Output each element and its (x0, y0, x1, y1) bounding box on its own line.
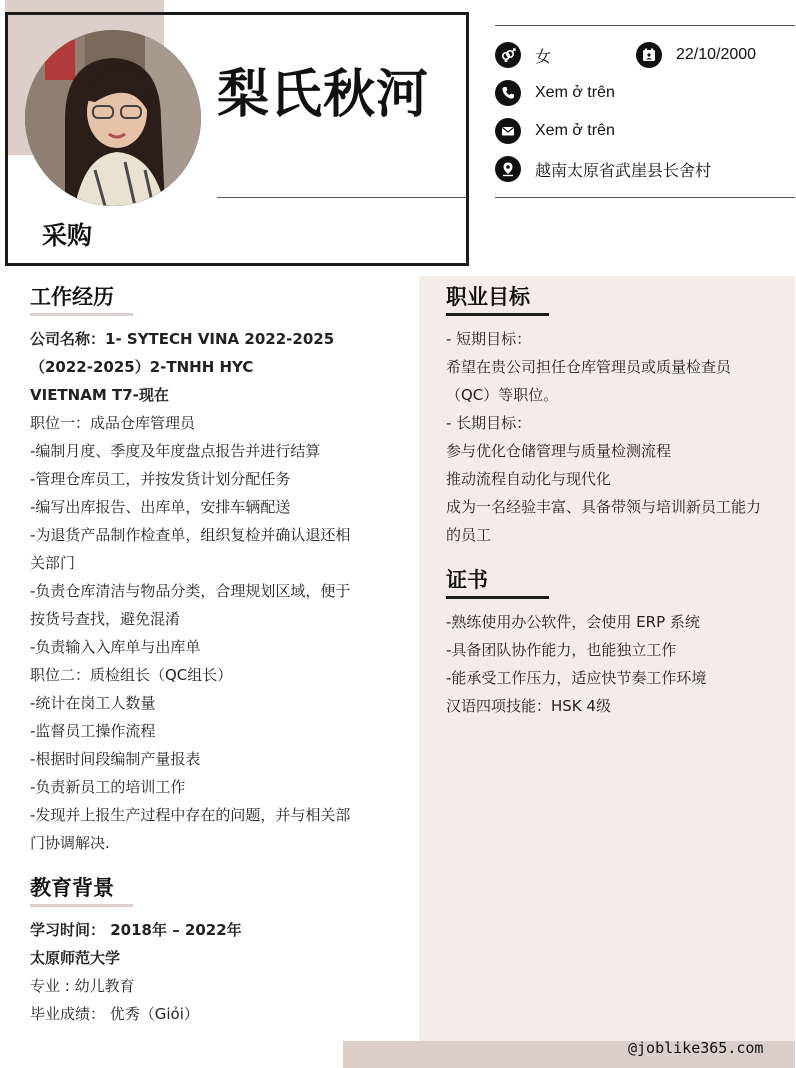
name-divider (217, 197, 466, 198)
experience-line: -监督员工操作流程 (30, 722, 156, 740)
experience-line: -根据时间段编制产量报表 (30, 750, 201, 768)
certificates-content (446, 608, 706, 720)
experience-line: -负责输入入库单与出库单 (30, 638, 201, 656)
experience-title: 工作经历 (30, 285, 114, 309)
contact-gender (495, 42, 551, 68)
objective-line: 希望在贵公司担任仓库管理员或质量检查员 (446, 358, 732, 376)
objective-line: （QC）等职位。 (446, 386, 559, 404)
education-period: 学习时间： 2018年 – 2022年 (30, 921, 242, 939)
company-row (30, 325, 340, 353)
experience-line: -统计在岗工人数量 (30, 694, 156, 712)
gender-icon (495, 42, 521, 68)
experience-content (30, 325, 350, 857)
company-label: 公司名称：1- SYTECH VINA (30, 330, 240, 348)
objective-underline (446, 313, 549, 316)
objective-line: 参与优化仓储管理与质量检测流程 (446, 442, 672, 460)
experience-line: -负责仓库清洁与物品分类，合理规划区域，便于 (30, 582, 351, 600)
location-pin-icon (495, 156, 521, 182)
objective-line: 成为一名经验丰富、具备带领与培训新员工能力 (446, 498, 762, 516)
experience-line: 关部门 (30, 554, 76, 572)
experience-line: 按货号查找，避免混淆 (30, 610, 181, 628)
certificates-title: 证书 (446, 568, 488, 592)
objective-content (446, 325, 761, 549)
certificate-line: -具备团队协作能力，也能独立工作 (446, 641, 677, 659)
certificates-underline (446, 596, 549, 599)
experience-line: 门协调解决. (30, 834, 110, 852)
education-underline (30, 904, 133, 907)
experience-line: -管理仓库员工，并按发货计划分配任务 (30, 470, 291, 488)
objective-line: - 长期目标： (446, 414, 532, 432)
certificate-line: 汉语四项技能：HSK 4级 (446, 697, 611, 715)
experience-line: 职位一：成品仓库管理员 (30, 414, 196, 432)
company-years: 2022-2025 (244, 330, 335, 348)
education-content (30, 916, 242, 1028)
education-school: 太原师范大学 (30, 949, 121, 967)
objective-line: 的员工 (446, 526, 492, 544)
footer-watermark: @joblike365.com (628, 1039, 764, 1057)
profile-photo (25, 30, 201, 206)
profile-photo-illustration (25, 30, 201, 206)
contact-divider-top (495, 25, 795, 26)
gender-text: 女 (535, 48, 552, 66)
contact-divider-bottom (495, 197, 795, 198)
objective-title: 职业目标 (446, 285, 530, 309)
calendar-icon (636, 42, 662, 68)
experience-line: -发现并上报生产过程中存在的问题，并与相关部 (30, 806, 351, 824)
objective-line: 推动流程自动化与现代化 (446, 470, 612, 488)
phone-text: Xem ở trên (535, 84, 615, 101)
contact-phone (495, 80, 615, 106)
candidate-name: 梨氏秋河 (217, 65, 430, 125)
company-line-3: VIETNAM T7-现在 (30, 386, 169, 404)
address-text: 越南太原省武崖县长舍村 (535, 162, 712, 180)
job-title: 采购 (42, 221, 93, 250)
certificate-line: -能承受工作压力，适应快节奏工作环境 (446, 669, 707, 687)
certificate-line: -熟练使用办公软件，会使用 ERP 系统 (446, 613, 700, 631)
contact-email (495, 118, 615, 144)
experience-line: 职位二：质检组长（QC组长） (30, 666, 233, 684)
birthdate-text: 22/10/2000 (676, 46, 757, 63)
experience-line: -编写出库报告、出库单，安排车辆配送 (30, 498, 291, 516)
education-grade: 毕业成绩： 优秀（Giỏi） (30, 1005, 199, 1023)
education-title: 教育背景 (30, 876, 114, 900)
contact-address (495, 156, 711, 182)
email-icon (495, 118, 521, 144)
experience-line: -编制月度、季度及年度盘点报告并进行结算 (30, 442, 321, 460)
company-line-2: （2022-2025）2-TNHH HYC (30, 358, 254, 376)
experience-underline (30, 313, 133, 316)
education-major: 专业 : 幼儿教育 (30, 977, 135, 995)
email-text: Xem ở trên (535, 122, 615, 139)
phone-icon (495, 80, 521, 106)
experience-line: -负责新员工的培训工作 (30, 778, 186, 796)
experience-line: -为退货产品制作检查单，组织复检并确认退还相 (30, 526, 351, 544)
contact-birthdate (636, 42, 756, 68)
objective-line: - 短期目标： (446, 330, 532, 348)
